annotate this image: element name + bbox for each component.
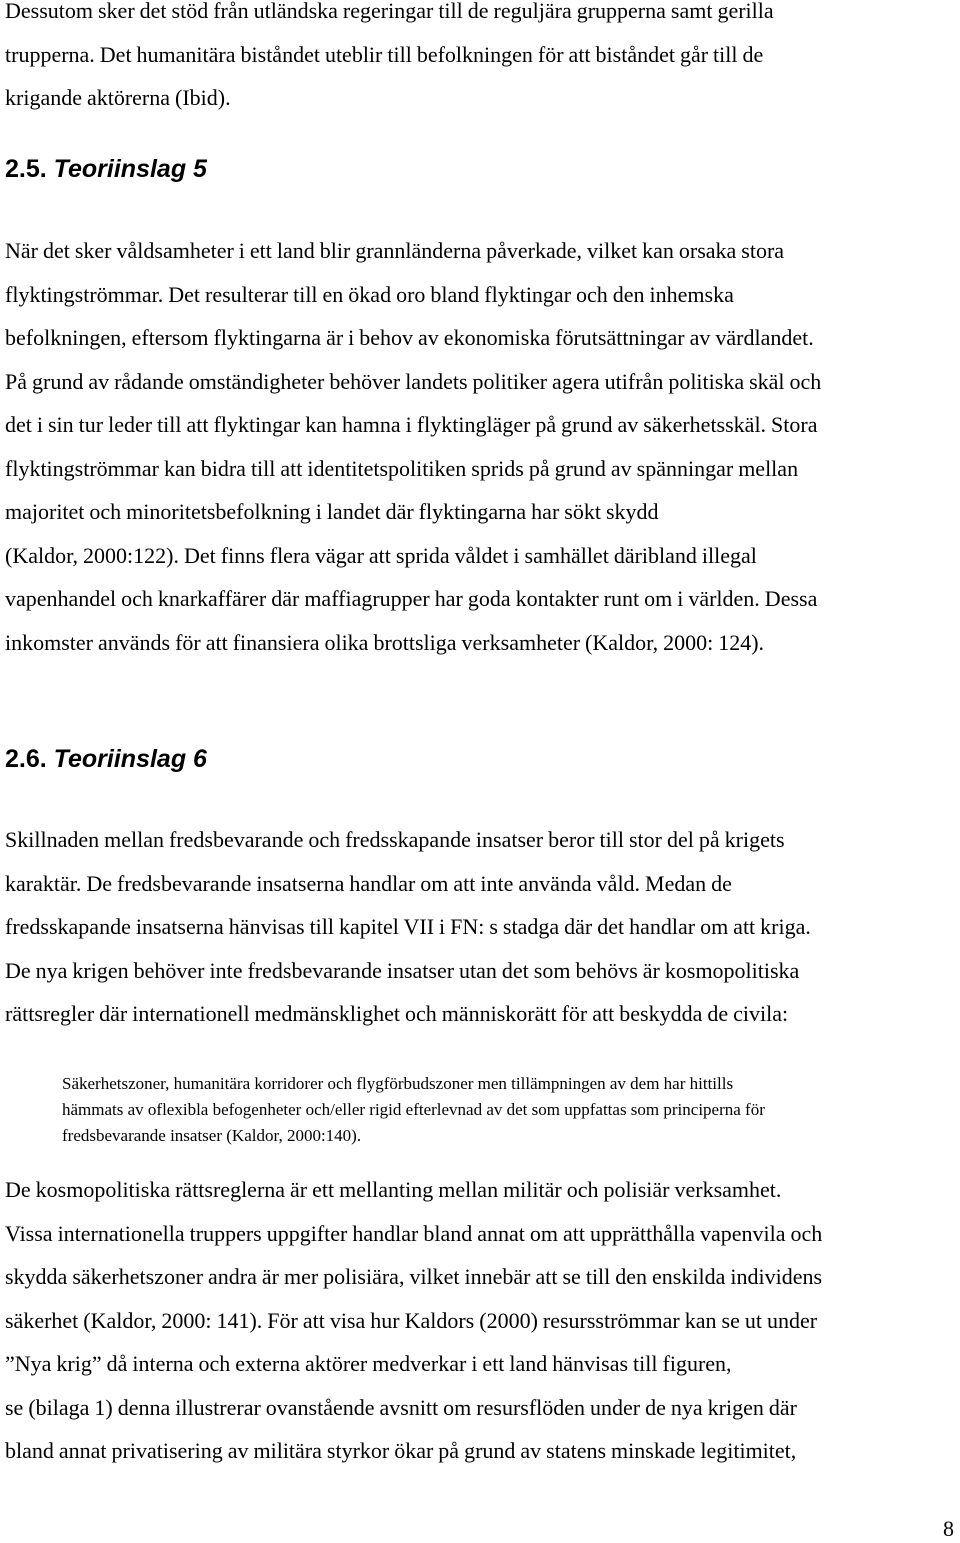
- text-line: trupperna. Det humanitära biståndet uteblir till befolkningen för att biståndet går till de: [5, 41, 764, 67]
- text-line: majoritet och minoritetsbefolkning i landet där flyktingarna har sökt skydd: [5, 499, 659, 524]
- section-heading-2-5: [5, 154, 207, 184]
- text-line: bland annat privatisering av militära styrkor ökar på grund av statens minskade legitimitet,: [5, 1438, 797, 1463]
- text-line: se (bilaga 1) denna illustrerar ovanstående avsnitt om resursflöden under de nya krigen där: [5, 1394, 797, 1420]
- text-line: flyktingströmmar. Det resulterar till en ökad oro bland flyktingar och den inhemska: [5, 281, 734, 307]
- paragraph-teoriinslag-6: [5, 818, 950, 1036]
- text-line: krigande aktörerna (Ibid).: [5, 85, 231, 110]
- text-line: vapenhandel och knarkaffärer där maffiagrupper har goda kontakter runt om i världen. Dessa: [5, 586, 818, 611]
- paragraph-teoriinslag-5: [5, 229, 950, 664]
- text-line: flyktingströmmar kan bidra till att identitetspolitiken sprids på grund av spänningar mellan: [5, 455, 799, 481]
- quote-line: hämmats av oflexibla befogenheter och/eller rigid efterlevnad av det som uppfattas som principerna för: [62, 1100, 765, 1119]
- section-number: 2.6.: [5, 745, 47, 773]
- text-line: det i sin tur leder till att flyktingar kan hamna i flyktingläger på grund av säkerhetsskäl. Stora: [5, 412, 818, 437]
- text-line: fredsskapande insatserna hänvisas till kapitel VII i FN: s stadga där det handlar om att kriga.: [5, 914, 811, 939]
- page-number: 8: [943, 1516, 954, 1541]
- text-line: Dessutom sker det stöd från utländska regeringar till de reguljära grupperna samt gerilla: [5, 0, 774, 23]
- text-line: På grund av rådande omständigheter behöver landets politiker agera utifrån politiska skäl och: [5, 368, 822, 394]
- paragraph-kosmopolitiska: [5, 1168, 950, 1473]
- section-title: Teoriinslag 6: [53, 745, 207, 773]
- text-line: rättsregler där internationell medmänsklighet och människorätt för att beskydda de civila:: [5, 1001, 789, 1026]
- section-number: 2.5.: [5, 155, 47, 183]
- text-line: De kosmopolitiska rättsreglerna är ett mellanting mellan militär och polisiär verksamhet.: [5, 1177, 782, 1202]
- text-line: Vissa internationella truppers uppgifter handlar bland annat om att upprätthålla vapenvila och: [5, 1220, 823, 1246]
- text-line: skydda säkerhetszoner andra är mer polisiära, vilket innebär att se till den enskilda individens: [5, 1264, 823, 1289]
- text-line: inkomster används för att finansiera olika brottsliga verksamheter (Kaldor, 2000: 124).: [5, 629, 765, 655]
- block-quote: [62, 1071, 942, 1149]
- text-line: befolkningen, eftersom flyktingarna är i behov av ekonomiska förutsättningar av värdlandet.: [5, 325, 814, 350]
- quote-line: fredsbevarande insatser (Kaldor, 2000:140).: [62, 1126, 362, 1145]
- section-heading-2-6: [5, 744, 207, 774]
- section-title: Teoriinslag 5: [53, 155, 207, 183]
- text-line: (Kaldor, 2000:122). Det finns flera vägar att sprida våldet i samhället däribland illegal: [5, 542, 757, 568]
- quote-line: Säkerhetszoner, humanitära korridorer och flygförbudszoner men tillämpningen av dem har hittills: [62, 1074, 734, 1093]
- text-line: De nya krigen behöver inte fredsbevarande insatser utan det som behövs är kosmopolitiska: [5, 957, 800, 983]
- text-line: När det sker våldsamheter i ett land blir grannländerna påverkade, vilket kan orsaka stora: [5, 238, 785, 263]
- text-line: karaktär. De fredsbevarande insatserna handlar om att inte använda våld. Medan de: [5, 870, 732, 896]
- text-line: säkerhet (Kaldor, 2000: 141). För att visa hur Kaldors (2000) resursströmmar kan se ut under: [5, 1307, 818, 1333]
- text-line: ”Nya krig” då interna och externa aktörer medverkar i ett land hänvisas till figuren,: [5, 1351, 732, 1376]
- paragraph-intro: [5, 0, 950, 120]
- text-line: Skillnaden mellan fredsbevarande och fredsskapande insatser beror till stor del på krigets: [5, 827, 785, 852]
